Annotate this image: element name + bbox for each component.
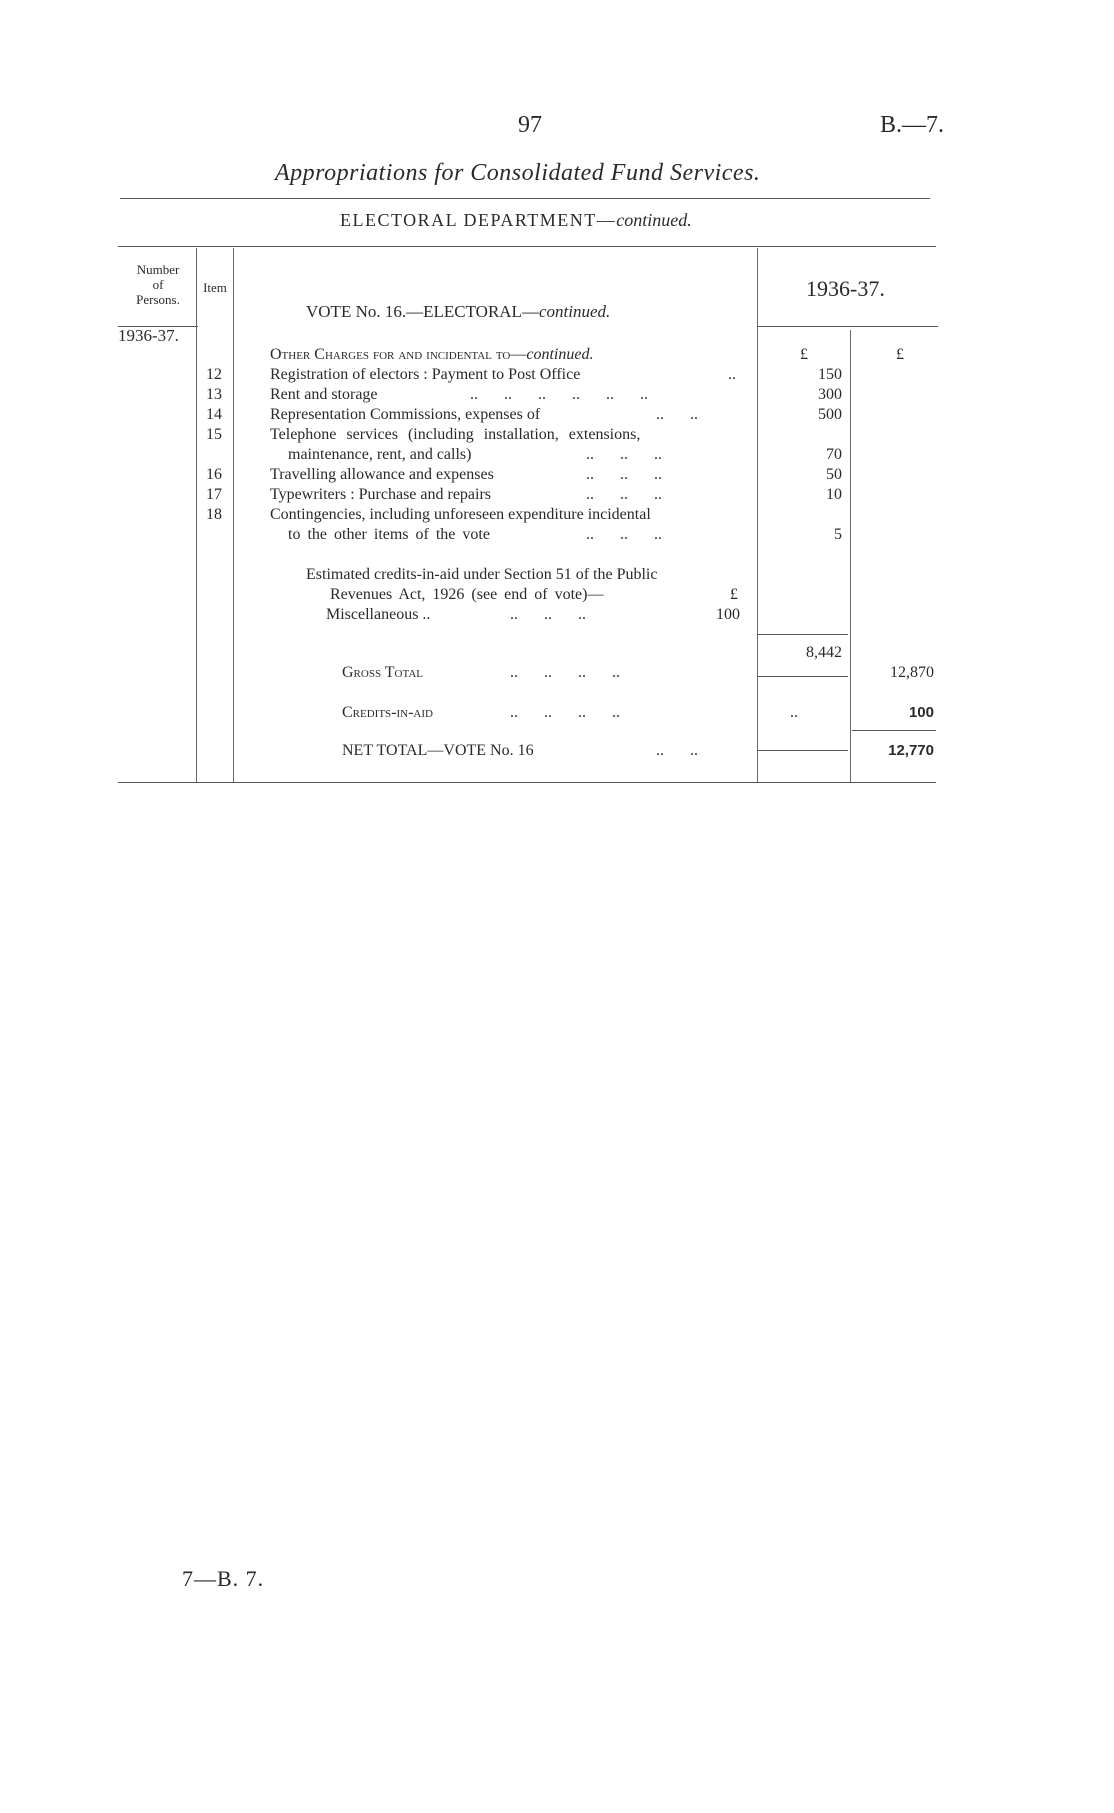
item-description-continued: maintenance, rent, and calls) — [288, 446, 472, 463]
gross-total-amount: 12,870 — [890, 664, 934, 681]
currency-symbol-col2: £ — [896, 346, 904, 363]
amount-column-divider — [850, 330, 851, 782]
leader-dots: .. .. .. — [586, 446, 662, 463]
credits-in-aid-col1: .. — [790, 704, 798, 721]
item-description: Travelling allowance and expenses — [270, 466, 494, 483]
item-amount: 150 — [818, 366, 842, 383]
leader-dots: .. .. .. .. — [510, 704, 620, 721]
item-description: Telephone services (including installation, extensions, — [270, 426, 641, 443]
footer-signature: 7—B. 7. — [182, 1566, 265, 1591]
item-description: Typewriters : Purchase and repairs — [270, 486, 492, 503]
credits-in-aid-label: Credits-in-aid — [342, 704, 433, 721]
item-number: 15 — [206, 426, 222, 443]
item-description: Representation Commissions, expenses of — [270, 406, 541, 423]
gross-total-label: Gross Total — [342, 664, 424, 681]
net-total-amount: 12,770 — [888, 742, 934, 759]
vote-title: VOTE No. 16.—ELECTORAL—continued. — [306, 302, 611, 321]
item-column-divider — [233, 248, 234, 782]
persons-column-header: Number of Persons. — [136, 262, 180, 307]
gross-total-rule — [758, 676, 848, 677]
subtotal-rule — [758, 634, 848, 635]
net-total-label: NET TOTAL—VOTE No. 16 — [342, 742, 534, 759]
leader-dots: .. .. .. .. — [510, 664, 620, 681]
leader-dots: .. .. .. — [586, 526, 662, 543]
misc-label: Miscellaneous .. — [326, 606, 431, 623]
leader-dots: .. .. .. — [586, 486, 662, 503]
year-header-rule — [758, 326, 938, 327]
item-amount: 70 — [826, 446, 842, 463]
year-column-header: 1936-37. — [806, 276, 885, 301]
table-bottom-rule — [118, 782, 936, 783]
item-description-continued: to the other items of the vote — [288, 526, 490, 543]
item-amount: 50 — [826, 466, 842, 483]
item-amount: 5 — [834, 526, 842, 543]
table-top-rule — [118, 246, 936, 247]
description-column-divider — [757, 248, 758, 782]
document-code: B.—7. — [880, 112, 945, 138]
leader-dots: .. — [728, 366, 736, 383]
item-number: 18 — [206, 506, 222, 523]
item-description: Registration of electors : Payment to Post Office — [270, 366, 581, 383]
item-number: 13 — [206, 386, 222, 403]
item-number: 16 — [206, 466, 222, 483]
item-number: 17 — [206, 486, 222, 503]
credits-rule — [852, 730, 936, 731]
item-number: 12 — [206, 366, 222, 383]
credits-note-pound: £ — [730, 586, 738, 603]
leader-dots: .. .. — [656, 406, 698, 423]
leader-dots: .. .. — [656, 742, 698, 759]
persons-year: 1936-37. — [118, 326, 179, 345]
leader-dots: .. .. .. — [586, 466, 662, 483]
currency-symbol-col1: £ — [800, 346, 808, 363]
net-total-dash — [758, 750, 848, 751]
credits-in-aid-amount: 100 — [908, 704, 934, 721]
page-number: 97 — [518, 112, 542, 138]
item-column-header: Item — [203, 280, 227, 295]
subtotal-amount: 8,442 — [806, 644, 842, 661]
title-rule — [120, 198, 930, 199]
credits-note-line1: Estimated credits-in-aid under Section 51 of the Public — [306, 566, 658, 583]
department-heading: ELECTORAL DEPARTMENT—continued. — [340, 210, 692, 230]
misc-amount: 100 — [716, 606, 740, 623]
credits-note-line2: Revenues Act, 1926 (see end of vote)— — [330, 586, 604, 603]
item-description: Rent and storage — [270, 386, 378, 403]
item-amount: 300 — [818, 386, 842, 403]
item-amount: 500 — [818, 406, 842, 423]
item-number: 14 — [206, 406, 222, 423]
page-title: Appropriations for Consolidated Fund Services. — [275, 160, 761, 186]
leader-dots: .. .. .. .. .. .. — [470, 386, 648, 403]
item-amount: 10 — [826, 486, 842, 503]
item-description: Contingencies, including unforeseen expenditure incidental — [270, 506, 651, 523]
section-heading: Other Charges for and incidental to—continued. — [270, 346, 594, 363]
leader-dots: .. .. .. — [510, 606, 586, 623]
